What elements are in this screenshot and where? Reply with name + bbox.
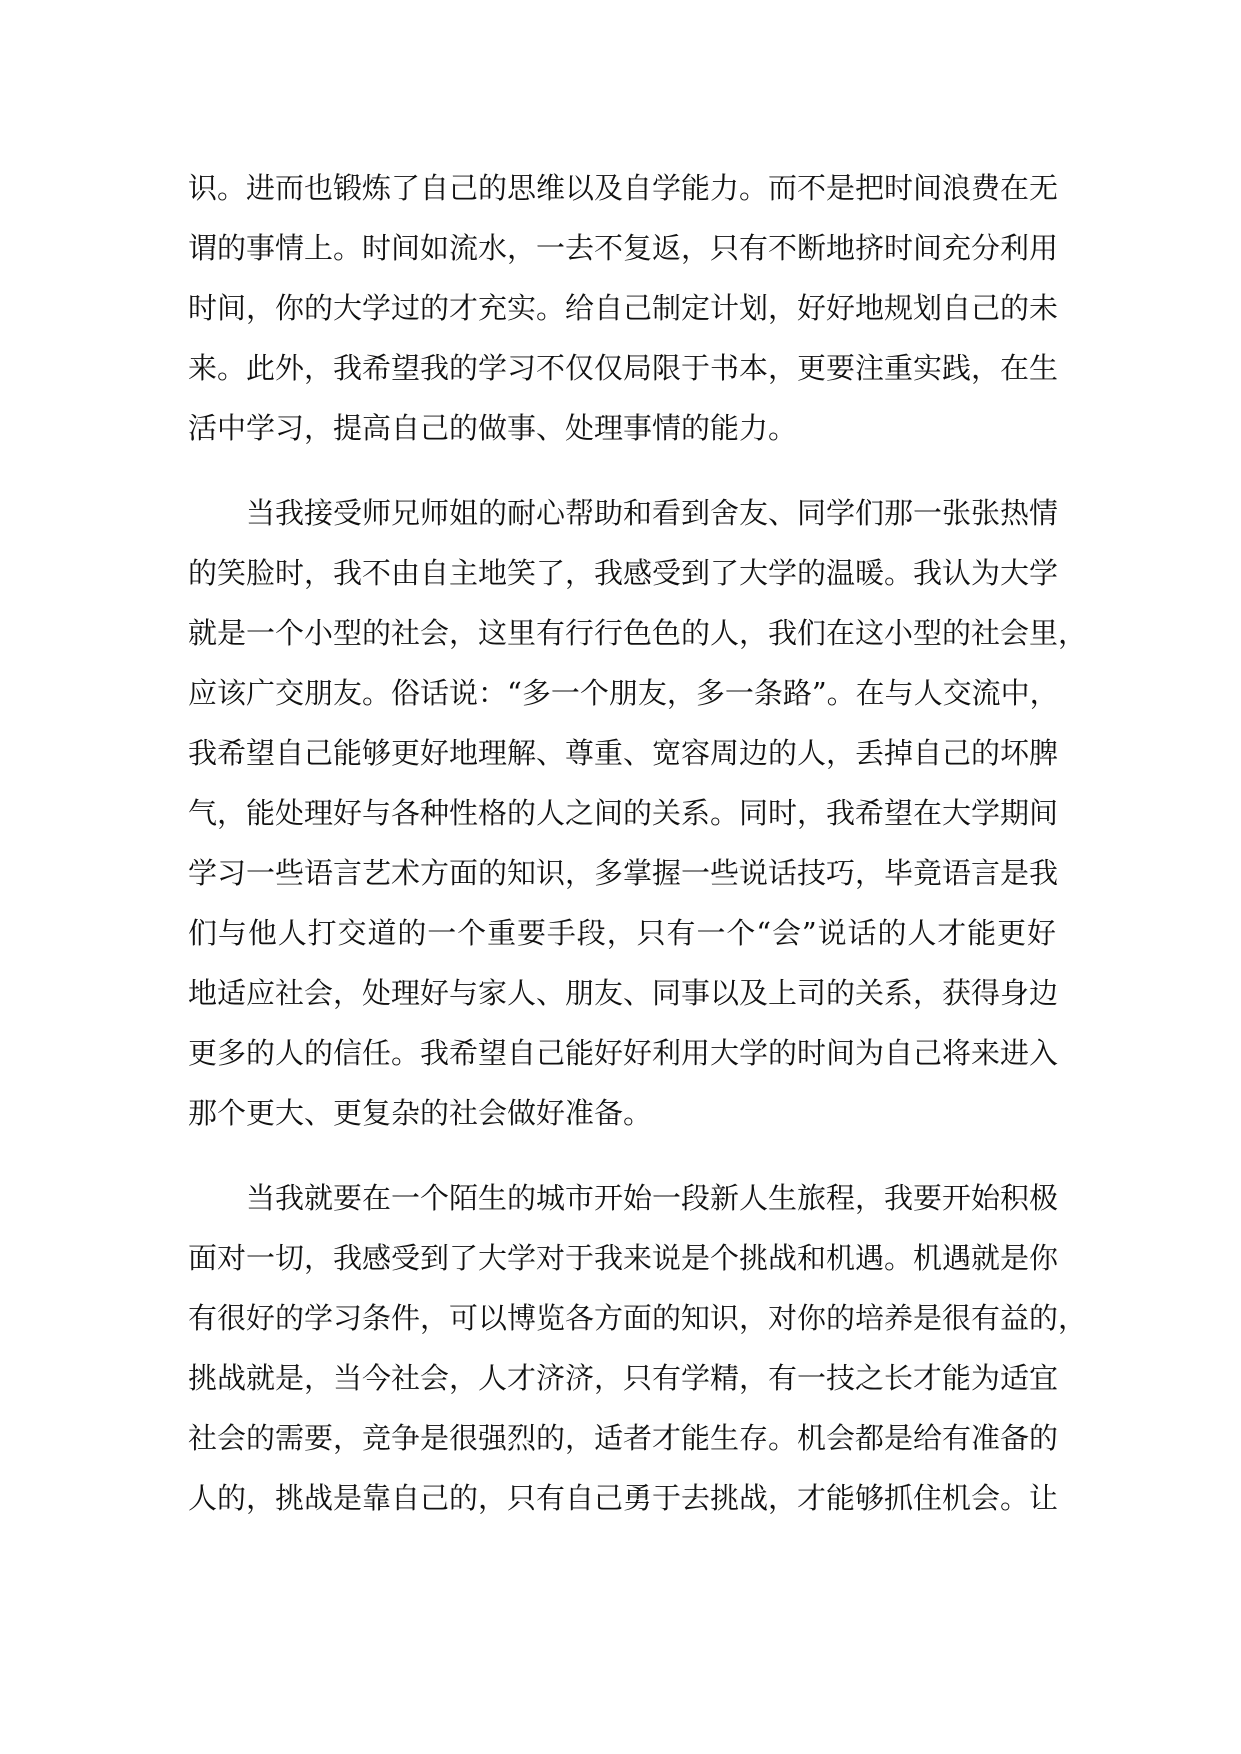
text-line: 识。进而也锻炼了自己的思维以及自学能力。而不是把时间浪费在无 — [188, 171, 1059, 205]
text-line: 时间，你的大学过的才充实。给自己制定计划，好好地规划自己的未 — [188, 291, 1059, 325]
text-line: 人的，挑战是靠自己的，只有自己勇于去挑战，才能够抓住机会。让 — [188, 1481, 1059, 1515]
paragraph-spacer — [188, 458, 1056, 483]
paragraph-spacer — [188, 1143, 1056, 1168]
body-text — [188, 158, 1088, 1528]
text-line: 就是一个小型的社会，这里有行行色色的人，我们在这小型的社会里， — [188, 616, 1088, 650]
text-line: 当我就要在一个陌生的城市开始一段新人生旅程，我要开始积极 — [246, 1181, 1059, 1215]
text-line: 挑战就是，当今社会，人才济济，只有学精，有一技之长才能为适宜 — [188, 1361, 1059, 1395]
text-line: 有很好的学习条件，可以博览各方面的知识，对你的培养是很有益的， — [188, 1301, 1088, 1335]
paragraph-2 — [188, 483, 1088, 1143]
text-line: 谓的事情上。时间如流水，一去不复返，只有不断地挤时间充分利用 — [188, 231, 1059, 265]
text-line: 地适应社会，处理好与家人、朋友、同事以及上司的关系，获得身边 — [188, 976, 1059, 1010]
text-line: 我希望自己能够更好地理解、尊重、宽容周边的人，丢掉自己的坏脾 — [188, 736, 1059, 770]
text-line: 们与他人打交道的一个重要手段，只有一个“会”说话的人才能更好 — [188, 916, 1056, 950]
text-line: 面对一切，我感受到了大学对于我来说是个挑战和机遇。机遇就是你 — [188, 1241, 1059, 1275]
text-line: 来。此外，我希望我的学习不仅仅局限于书本，更要注重实践，在生 — [188, 351, 1059, 385]
text-line: 的笑脸时，我不由自主地笑了，我感受到了大学的温暖。我认为大学 — [188, 556, 1059, 590]
text-line: 活中学习，提高自己的做事、处理事情的能力。 — [188, 411, 798, 445]
text-line: 更多的人的信任。我希望自己能好好利用大学的时间为自己将来进入 — [188, 1036, 1059, 1070]
text-line: 学习一些语言艺术方面的知识，多掌握一些说话技巧，毕竟语言是我 — [188, 856, 1059, 890]
text-line: 气，能处理好与各种性格的人之间的关系。同时，我希望在大学期间 — [188, 796, 1059, 830]
text-line: 社会的需要，竞争是很强烈的，适者才能生存。机会都是给有准备的 — [188, 1421, 1059, 1455]
text-line: 那个更大、更复杂的社会做好准备。 — [188, 1096, 653, 1130]
text-line: 当我接受师兄师姐的耐心帮助和看到舍友、同学们那一张张热情 — [246, 496, 1059, 530]
paragraph-1 — [188, 158, 1059, 458]
paragraph-3 — [188, 1168, 1088, 1528]
text-line: 应该广交朋友。俗话说：“多一个朋友，多一条路”。在与人交流中， — [188, 676, 1059, 710]
